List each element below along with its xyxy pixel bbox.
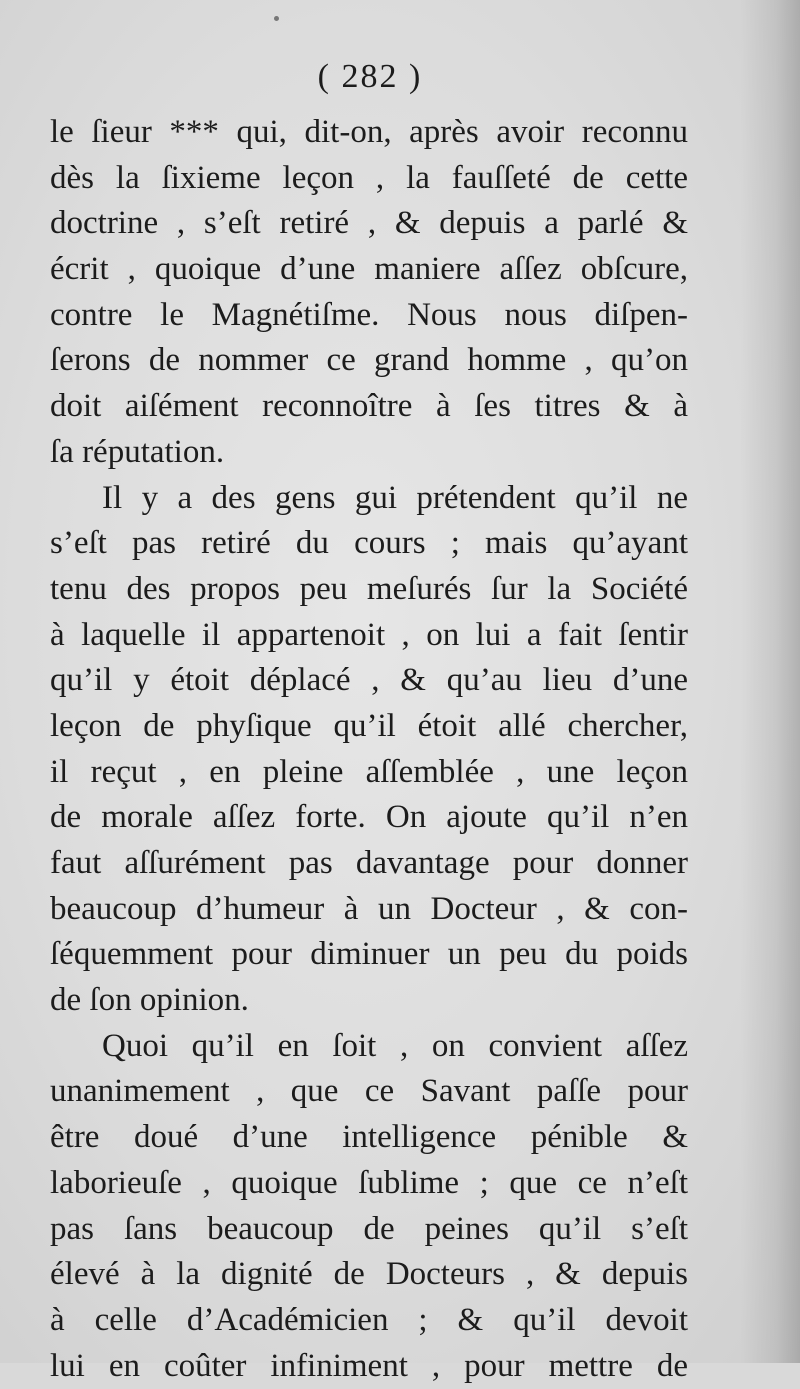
- text-line: Il y a des gens gui prétendent qu’il ne: [102, 479, 688, 516]
- text-line: tenu des propos peu meſurés ſur la Société: [50, 570, 688, 607]
- text-line: écrit , quoique d’une maniere aſſez obſcure,: [50, 251, 688, 288]
- page-number: ( 282 ): [317, 58, 423, 95]
- text-line: lui en coûter infiniment , pour mettre de: [50, 1347, 688, 1384]
- text-line: à celle d’Académicien ; & qu’il devoit: [50, 1301, 688, 1338]
- text-line: s’eſt pas retiré du cours ; mais qu’ayant: [50, 525, 688, 562]
- text-line: laborieuſe , quoique ſublime ; que ce n’eſt: [50, 1164, 688, 1201]
- text-line: il reçut , en pleine aſſemblée , une leçon: [50, 753, 688, 790]
- text-line: beaucoup d’humeur à un Docteur , & con-: [50, 890, 688, 927]
- body-text: [50, 110, 688, 1389]
- page-edge-shadow: [740, 0, 800, 1363]
- text-line: ſéquemment pour diminuer un peu du poids: [50, 936, 688, 973]
- text-line: le ſieur *** qui, dit-on, après avoir reconnu: [50, 114, 688, 150]
- text-line: ſa réputation.: [50, 433, 225, 470]
- text-line: ſerons de nommer ce grand homme , qu’on: [50, 342, 688, 379]
- text-line: faut aſſurément pas davantage pour donner: [50, 845, 688, 881]
- text-line: à laquelle il appartenoit , on lui a fait ſentir: [50, 616, 688, 653]
- text-line: de morale aſſez forte. On ajoute qu’il n’en: [50, 799, 688, 836]
- ink-speck: [274, 16, 279, 21]
- text-line: être doué d’une intelligence pénible &: [50, 1119, 688, 1156]
- text-line: pas ſans beaucoup de peines qu’il s’eſt: [50, 1210, 688, 1247]
- text-line: contre le Magnétiſme. Nous nous diſpen-: [50, 296, 688, 333]
- text-line: dès la ſixieme leçon , la fauſſeté de cette: [50, 159, 688, 196]
- text-line: Quoi qu’il en ſoit , on convient aſſez: [102, 1027, 688, 1064]
- text-line: doit aiſément reconnoître à ſes titres & à: [50, 388, 688, 425]
- text-line: de ſon opinion.: [50, 982, 249, 1019]
- text-line: leçon de phyſique qu’il étoit allé chercher,: [50, 707, 688, 744]
- text-line: élevé à la dignité de Docteurs , & depuis: [50, 1256, 688, 1293]
- text-line: qu’il y étoit déplacé , & qu’au lieu d’une: [50, 662, 688, 699]
- text-line: unanimement , que ce Savant paſſe pour: [50, 1073, 688, 1110]
- text-line: doctrine , s’eſt retiré , & depuis a parlé &: [50, 205, 688, 242]
